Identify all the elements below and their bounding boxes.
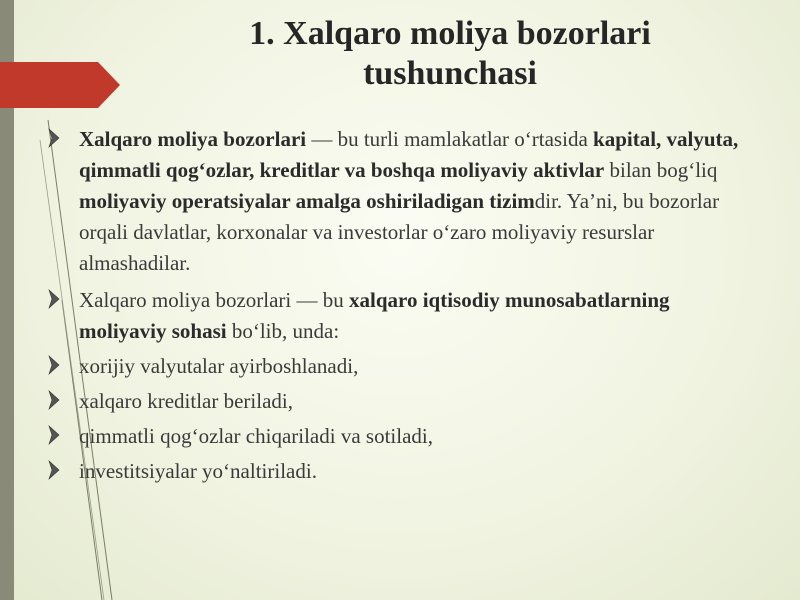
list-item-text: investitsiyalar yo‘naltiriladi.	[79, 459, 317, 483]
definition-text-2: bilan bog‘liq	[604, 158, 718, 182]
list-item	[48, 421, 748, 452]
arrowhead-bullet-icon	[48, 460, 60, 480]
arrowhead-bullet-icon	[48, 128, 60, 148]
definition-text-3: dir. Ya’ni, bu bozorlar orqali davlatlar, korxonalar va investorlar o‘zaro moliyaviy resurslar almashadilar.	[79, 189, 720, 275]
slide-title	[180, 14, 720, 94]
bullet-list	[48, 124, 748, 487]
arrowhead-bullet-icon	[48, 390, 60, 410]
definition-system: moliyaviy operatsiyalar amalga oshiriladigan tizim	[79, 189, 535, 213]
arrowhead-bullet-icon	[48, 355, 60, 375]
red-accent-tab	[0, 62, 120, 108]
arrowhead-bullet-icon	[48, 289, 60, 309]
list-item-text: qimmatli qog‘ozlar chiqariladi va sotiladi,	[79, 424, 433, 448]
definition-assets: kapital, valyuta, qimmatli qog‘ozlar, kreditlar va boshqa moliyaviy aktivlar	[79, 127, 739, 182]
slide-title-line2: tushunchasi	[363, 55, 537, 92]
definition-term: Xalqaro moliya bozorlari	[79, 127, 307, 151]
list-item	[48, 351, 748, 382]
list-item	[48, 456, 748, 487]
sphere-term: xalqaro iqtisodiy munosabatlarning moliyaviy sohasi	[79, 288, 670, 343]
list-item-text: xorijiy valyutalar ayirboshlanadi,	[79, 354, 359, 378]
arrowhead-bullet-icon	[48, 425, 60, 445]
definition-text-1: — bu turli mamlakatlar o‘rtasida	[306, 127, 594, 151]
list-item-definition	[48, 124, 748, 279]
list-item-sphere	[48, 285, 748, 347]
list-item-text: xalqaro kreditlar beriladi,	[79, 389, 293, 413]
sphere-text-2: bo‘lib, unda:	[226, 319, 340, 343]
list-item	[48, 386, 748, 417]
slide-title-line1: 1. Xalqaro moliya bozorlari	[249, 15, 651, 52]
sphere-text-1: Xalqaro moliya bozorlari — bu	[79, 288, 350, 312]
